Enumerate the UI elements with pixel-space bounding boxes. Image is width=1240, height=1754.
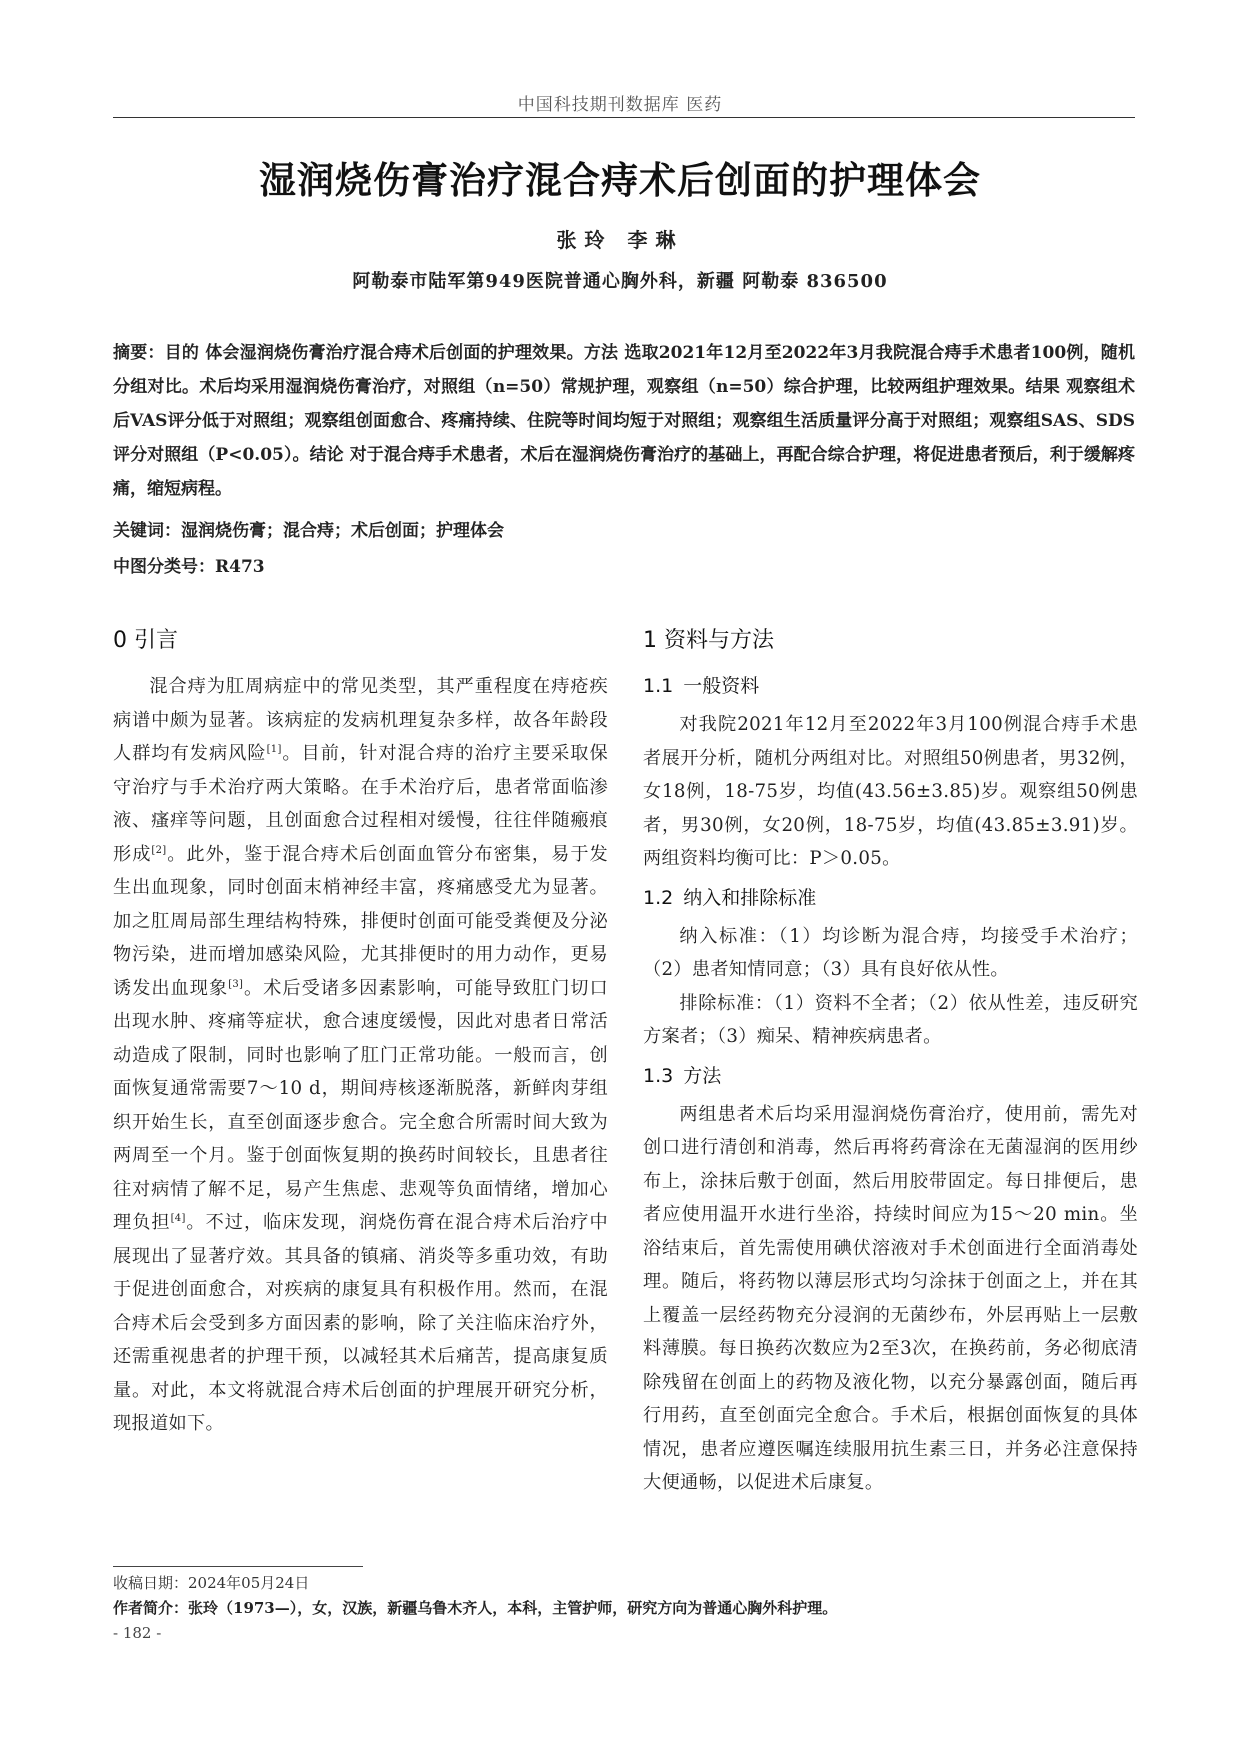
article-title: 湿润烧伤膏治疗混合痔术后创面的护理体会 [259, 159, 981, 202]
page-number: - 182 - [113, 1624, 162, 1642]
received-date: 收稿日期：2024年05月24日 [113, 1574, 310, 1592]
intro-text-5: 。不过，临床发现，润烧伤膏在混合痔术后治疗中展现出了显著疗效。其具备的镇痛、消炎等多重功效，有助于促进创面愈合，对疾病的康复具有积极作用。然而，在混合痔术后会受到多方面因素的影响，除了关注临床治疗外，还需重视患者的护理干预，以减轻其术后痛苦，提高康复质量。对此，本文将就混合痔术后创面的护理展开研究分析，现报道如下。 [113, 1212, 608, 1434]
right-column [643, 624, 1138, 1500]
classification-label: 中图分类号： [113, 557, 215, 577]
subsection-heading-1-2 [643, 882, 1138, 914]
exclusion-criteria-paragraph: 排除标准：（1）资料不全者；（2）依从性差，违反研究方案者；（3）痴呆、精神疾病患者。 [643, 992, 1138, 1047]
methods-paragraph: 两组患者术后均采用湿润烧伤膏治疗，使用前，需先对创口进行清创和消毒，然后再将药膏涂在无菌湿润的医用纱布上，涂抹后敷于创面，然后用胶带固定。每日排便后，患者应使用温开水进行坐浴，持续时间应为15～20 min。坐浴结束后，首先需使用碘伏溶液对手术创面进行全面消毒处理。随后，将药物以薄层形式均匀涂抹于创面之上，并在其上覆盖一层经药物充分浸润的无菌纱布，外层再贴上一层敷料薄膜。每日换药次数应为2至3次，在换药前，务必彻底清除残留在创面上的药物及液化物，以充分暴露创面，随后再行用药，直至创面完全愈合。手术后，根据创面恢复的具体情况，患者应遵医嘱连续服用抗生素三日，并务必注意保持大便通畅，以促进术后康复。 [643, 1103, 1138, 1493]
author-bio: 作者简介：张玲（1973—），女，汉族，新疆乌鲁木齐人，本科，主管护师，研究方向为普通心胸外科护理。 [113, 1599, 838, 1617]
subsection-title: 一般资料 [683, 675, 760, 697]
header-rule [113, 117, 1135, 118]
keywords [113, 516, 1135, 541]
classification [113, 552, 1135, 577]
subsection-heading-1-1 [643, 670, 1138, 702]
section-heading-introduction: 0 引言 [113, 628, 178, 653]
subsection-heading-1-3 [643, 1060, 1138, 1092]
article-affiliation: 阿勒泰市陆军第949医院普通心胸外科，新疆 阿勒泰 836500 [352, 271, 888, 292]
citation-4[interactable]: [4] [170, 1212, 186, 1224]
general-data-paragraph: 对我院2021年12月至2022年3月100例混合痔手术患者展开分析，随机分两组对比。对照组50例患者，男32例，女18例，18-75岁，均值(43.56±3.85)岁。观察组50例患者，男30例，女20例，18-75岁，均值(43.85±3.91)岁。两组资料均衡可比：P＞0.05。 [643, 714, 1138, 869]
intro-text-4: 。术后受诸多因素影响，可能导致肛门切口出现水肿、疼痛等症状，愈合速度缓慢，因此对患者日常活动造成了限制，同时也影响了肛门正常功能。一般而言，创面恢复通常需要7～10 d，期间痔核逐渐脱落，新鲜肉芽组织开始生长，直至创面逐步愈合。完全愈合所需时间大致为两周至一个月。鉴于创面恢复期的换药时间较长，且患者往往对病情了解不足，易产生焦虑、悲观等负面情绪，增加心理负担 [113, 977, 608, 1233]
intro-text-2: 。目前，针对混合痔的治疗主要采取保守治疗与手术治疗两大策略。在手术治疗后，患者常面临渗液、瘙痒等问题，且创面愈合过程相对缓慢，往往伴随瘢痕形成 [113, 743, 608, 865]
inclusion-criteria-paragraph: 纳入标准：（1）均诊断为混合痔，均接受手术治疗；（2）患者知情同意；（3）具有良好依从性。 [643, 925, 1138, 980]
subsection-title: 方法 [683, 1064, 722, 1087]
classification-code: R473 [215, 557, 265, 577]
keywords-label: 关键词： [113, 521, 181, 541]
abstract-text: 目的 体会湿润烧伤膏治疗混合痔术后创面的护理效果。方法 选取2021年12月至2022年3月我院混合痔手术患者100例，随机分组对比。术后均采用湿润烧伤膏治疗，对照组（n=50）常规护理，观察组（n=50）综合护理，比较两组护理效果。结果 观察组术后VAS评分低于对照组；观察组创面愈合、疼痛持续、住院等时间均短于对照组；观察组生活质量评分高于对照组；观察组SAS、SDS评分对照组（P<0.05）。结论 对于混合痔手术患者，术后在湿润烧伤膏治疗的基础上，再配合综合护理，将促进患者预后，利于缓解疼痛，缩短病程。 [113, 343, 1136, 499]
footnote-rule [113, 1566, 363, 1567]
running-header: 中国科技期刊数据库 医药 [517, 95, 723, 115]
section-heading-methods: 1 资料与方法 [643, 628, 774, 653]
citation-2[interactable]: [2] [151, 844, 167, 856]
left-column [113, 624, 608, 1441]
citation-1[interactable]: [1] [266, 743, 282, 755]
keywords-text: 湿润烧伤膏；混合痔；术后创面；护理体会 [181, 521, 504, 541]
subsection-number: 1.2 [643, 886, 674, 909]
abstract-label: 摘要： [113, 343, 165, 363]
subsection-title: 纳入和排除标准 [683, 886, 817, 909]
citation-3[interactable]: [3] [228, 978, 244, 990]
article-authors: 张玲 李琳 [556, 228, 684, 252]
introduction-paragraph [113, 670, 608, 1441]
abstract [113, 336, 1135, 506]
intro-text-3: 。此外，鉴于混合痔术后创面血管分布密集，易于发生出血现象，同时创面末梢神经丰富，疼痛感受尤为显著。加之肛周局部生理结构特殊，排便时创面可能受粪便及分泌物污染，进而增加感染风险，尤其排便时的用力动作，更易诱发出血现象 [113, 843, 608, 999]
subsection-number: 1.3 [643, 1064, 674, 1087]
intro-text-1: 混合痔为肛周病症中的常见类型，其严重程度在痔疮疾病谱中颇为显著。该病症的发病机理复杂多样，故各年龄段人群均有发病风险 [113, 676, 608, 764]
subsection-number: 1.1 [643, 675, 674, 697]
